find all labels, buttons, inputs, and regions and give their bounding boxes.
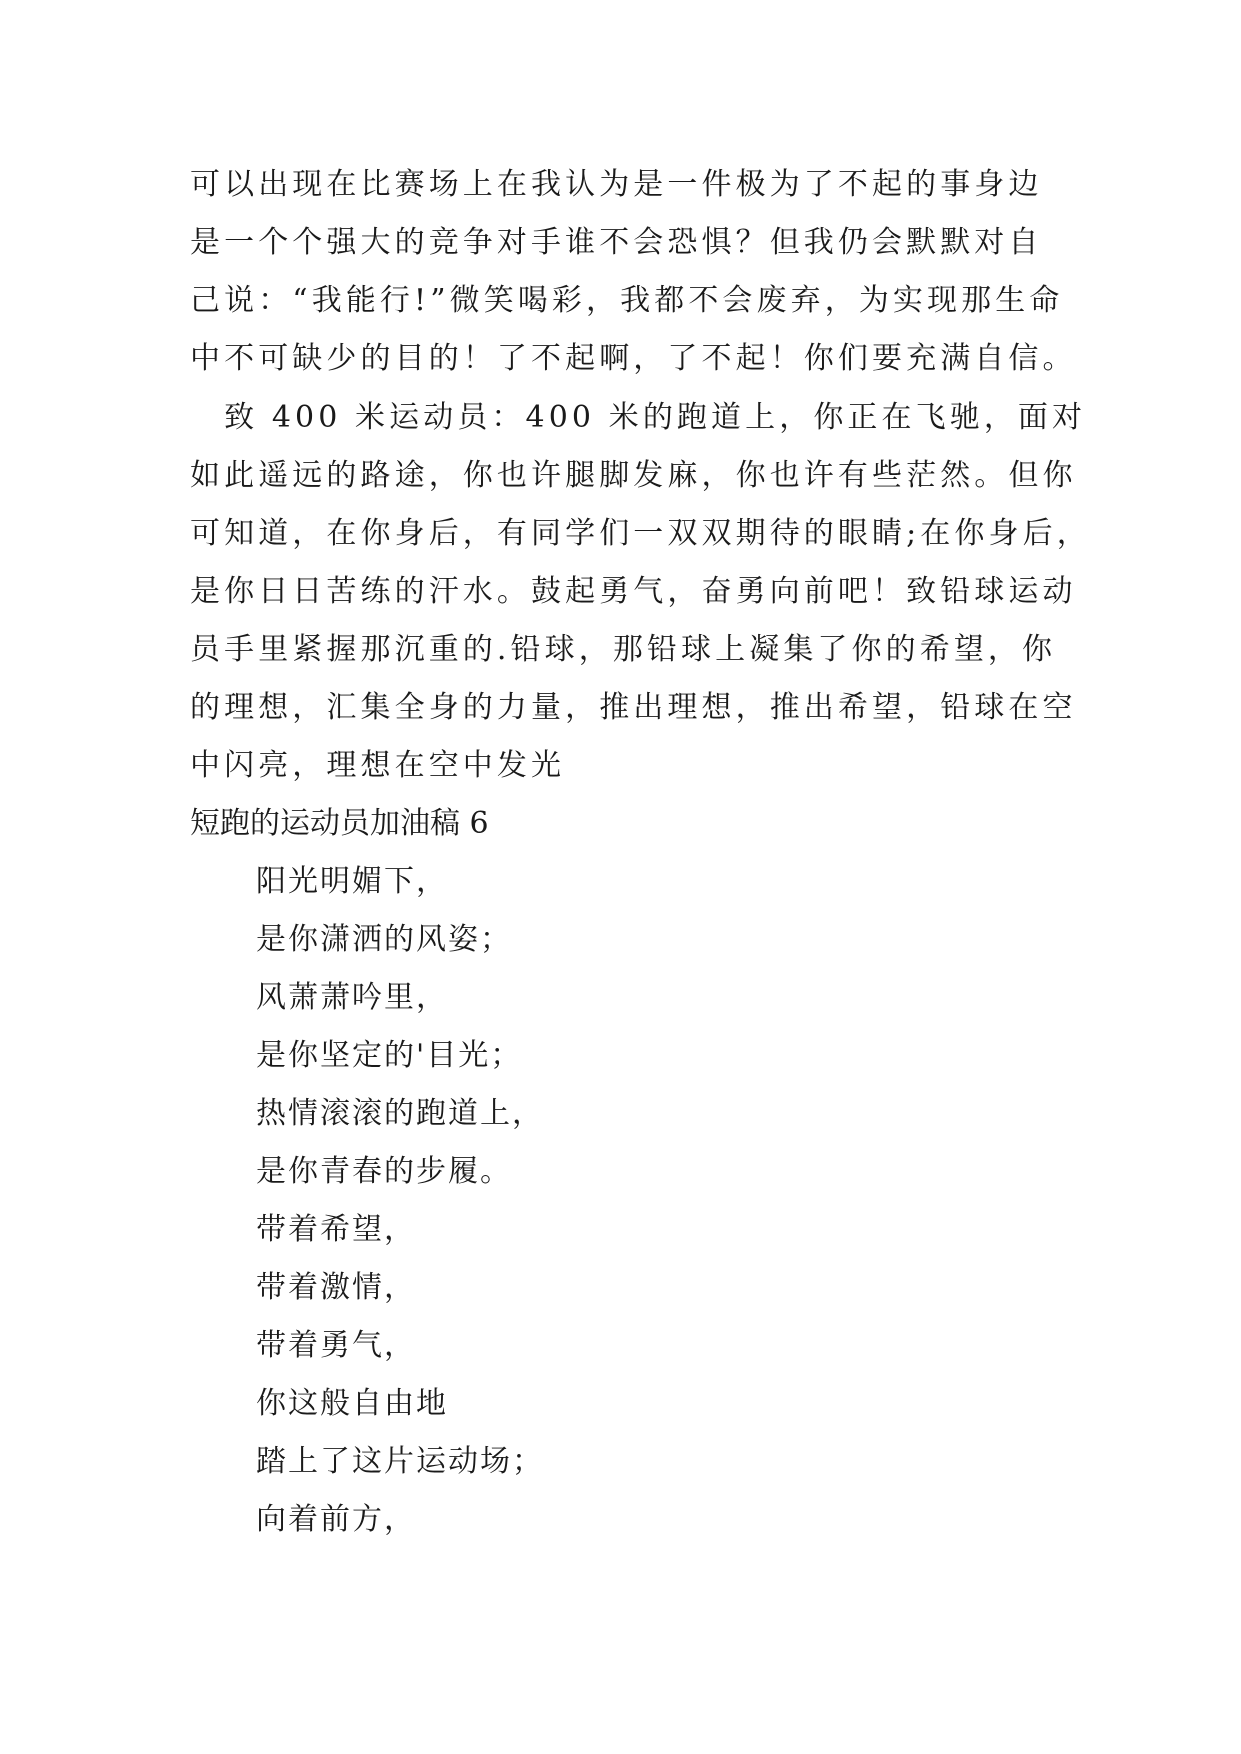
paragraph-2-line-2: 如此遥远的路途，你也许腿脚发麻，你也许有些茫然。但你 [190, 458, 1077, 493]
poem-line-12: 向着前方， [256, 1502, 416, 1537]
paragraph-1-line-3: 己说：“我能行!”微笑喝彩，我都不会废弃，为实现那生命 [190, 283, 1064, 318]
paragraph-2-line-1: 致 400 米运动员：400 米的跑道上，你正在飞驰，面对 [190, 400, 1087, 435]
poem-line-7: 带着希望， [256, 1212, 416, 1247]
paragraph-2-line-5: 员手里紧握那沉重的.铅球，那铅球上凝集了你的希望，你 [190, 632, 1057, 667]
paragraph-1-line-4: 中不可缺少的目的！了不起啊，了不起！你们要充满自信。 [190, 341, 1077, 376]
paragraph-2-line-4: 是你日日苦练的汗水。鼓起勇气，奋勇向前吧！致铅球运动 [190, 574, 1077, 609]
paragraph-1-line-2: 是一个个强大的竞争对手谁不会恐惧？但我仍会默默对自 [190, 225, 1043, 260]
poem-line-3: 风萧萧吟里， [256, 980, 448, 1015]
section-heading: 短跑的运动员加油稿 6 [190, 806, 489, 841]
poem-line-10: 你这般自由地 [256, 1386, 448, 1421]
poem-line-8: 带着激情， [256, 1270, 416, 1305]
paragraph-2-line-3: 可知道，在你身后，有同学们一双双期待的眼睛;在你身后， [190, 516, 1091, 551]
poem-line-4: 是你坚定的'目光； [256, 1038, 523, 1073]
paragraph-2-line-7: 中闪亮，理想在空中发光 [190, 748, 566, 783]
poem-line-6: 是你青春的步履。 [256, 1154, 512, 1189]
poem-line-11: 踏上了这片运动场； [256, 1444, 544, 1479]
paragraph-1-line-1: 可以出现在比赛场上在我认为是一件极为了不起的事身边 [190, 167, 1043, 202]
poem-line-5: 热情滚滚的跑道上， [256, 1096, 544, 1131]
poem-line-1: 阳光明媚下， [256, 864, 448, 899]
poem-line-2: 是你潇洒的风姿； [256, 922, 512, 957]
paragraph-2-line-6: 的理想，汇集全身的力量，推出理想，推出希望，铅球在空 [190, 690, 1077, 725]
poem-line-9: 带着勇气， [256, 1328, 416, 1363]
